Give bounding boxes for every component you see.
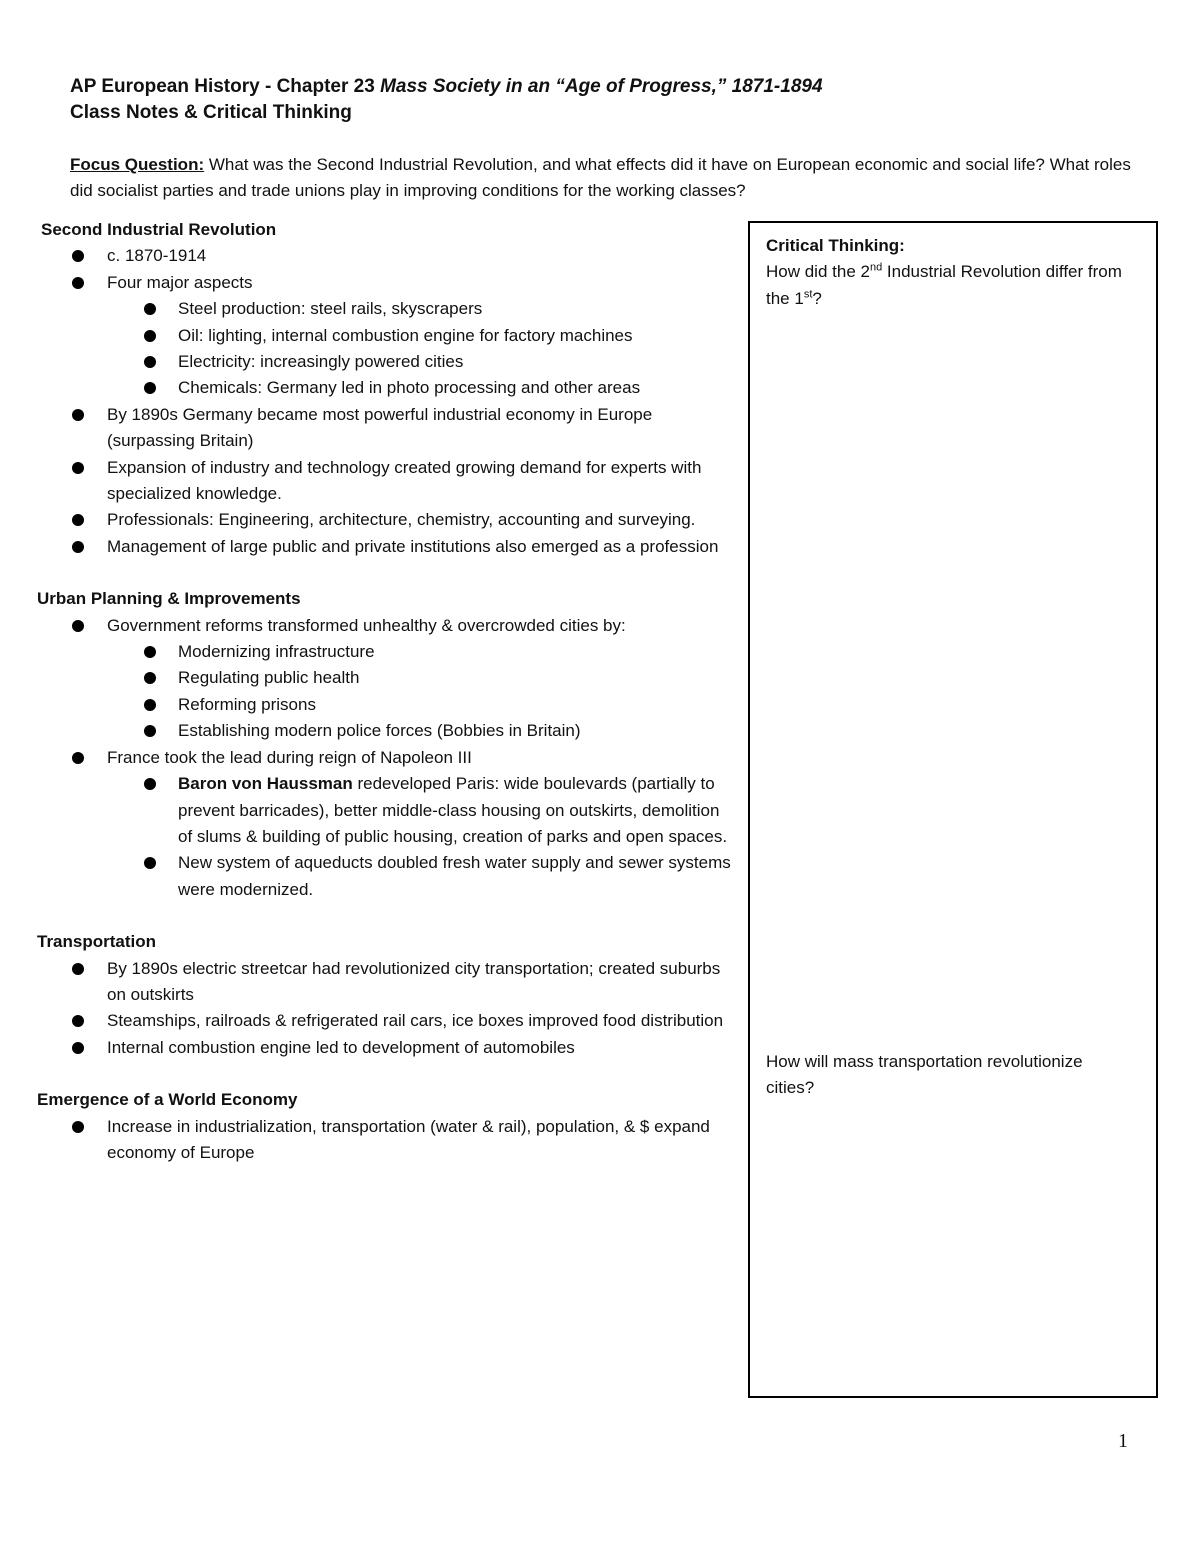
q1-superscript-st: st bbox=[803, 288, 813, 301]
sub-list-item bbox=[37, 323, 737, 349]
bullet-list bbox=[37, 956, 737, 1062]
focus-question-label: Focus Question: bbox=[70, 155, 205, 174]
page-subtitle: Class Notes & Critical Thinking bbox=[70, 102, 352, 123]
bullet-icon bbox=[72, 277, 84, 289]
bullet-icon bbox=[72, 620, 84, 632]
bullet-icon bbox=[144, 778, 156, 790]
sub-bullet-list bbox=[107, 771, 737, 903]
sub-list-item bbox=[37, 692, 737, 718]
list-item-text: Four major aspects bbox=[107, 272, 253, 292]
bullet-icon bbox=[144, 356, 156, 368]
list-item-text: Professionals: Engineering, architecture, chemistry, accounting and surveying. bbox=[107, 510, 696, 530]
list-item-text: Internal combustion engine led to development of automobiles bbox=[107, 1037, 575, 1057]
list-item-text: France took the lead during reign of Napoleon III bbox=[107, 747, 472, 767]
sub-list-item-text: Chemicals: Germany led in photo processing and other areas bbox=[178, 378, 641, 398]
bullet-icon bbox=[72, 1121, 84, 1133]
sub-list-item-text: Modernizing infrastructure bbox=[178, 642, 375, 662]
bullet-icon bbox=[144, 725, 156, 737]
critical-thinking-box bbox=[748, 221, 1158, 1398]
section-heading: Transportation bbox=[37, 932, 157, 952]
list-item bbox=[37, 455, 737, 508]
list-item-text: Increase in industrialization, transportation (water & rail), population, & $ expand economy of Europe bbox=[107, 1116, 710, 1162]
bullet-icon bbox=[72, 541, 84, 553]
sub-list-item-text: Electricity: increasingly powered cities bbox=[178, 352, 464, 372]
bullet-icon bbox=[144, 672, 156, 684]
sub-list-item-text: Steel production: steel rails, skyscrapers bbox=[178, 299, 483, 319]
list-item bbox=[37, 507, 737, 533]
page-title bbox=[70, 74, 1150, 100]
sub-list-item-text: redeveloped Paris: wide boulevards (partially to prevent barricades), better middle-class housing on outskirts, demolition of slums & building of public housing, creation of parks and open spaces. bbox=[178, 774, 728, 846]
sub-list-item bbox=[37, 296, 737, 322]
list-item bbox=[37, 956, 737, 1009]
list-item bbox=[37, 270, 737, 402]
bullet-icon bbox=[144, 330, 156, 342]
sub-list-item bbox=[37, 850, 737, 903]
sub-list-item-text: New system of aqueducts doubled fresh water supply and sewer systems were modernized. bbox=[178, 853, 731, 899]
sub-list-item bbox=[37, 718, 737, 744]
q1-part-a: How did the 2 bbox=[766, 262, 870, 282]
sub-list-item-text: Establishing modern police forces (Bobbies in Britain) bbox=[178, 721, 581, 741]
bullet-icon bbox=[72, 462, 84, 474]
section-urban-planning bbox=[37, 586, 737, 903]
section-heading: Urban Planning & Improvements bbox=[37, 589, 301, 609]
list-item bbox=[37, 745, 737, 903]
bullet-icon bbox=[144, 646, 156, 658]
bullet-icon bbox=[72, 1042, 84, 1054]
page-header bbox=[70, 74, 1150, 204]
list-item-text: c. 1870-1914 bbox=[107, 246, 207, 266]
section-world-economy bbox=[37, 1087, 737, 1166]
bullet-icon bbox=[72, 1015, 84, 1027]
sub-list-item-text: Regulating public health bbox=[178, 668, 360, 688]
focus-question-text: What was the Second Industrial Revolution, and what effects did it have on European economic and social life? What roles did socialist parties and trade unions play in improving conditions for the working classes? bbox=[70, 155, 1131, 200]
q1-part-b: Industrial Revolution differ from the 1 bbox=[766, 262, 1122, 308]
sub-list-item bbox=[37, 771, 737, 850]
list-item bbox=[37, 1114, 737, 1167]
bullet-icon bbox=[144, 857, 156, 869]
list-item bbox=[37, 243, 737, 269]
bullet-icon bbox=[144, 382, 156, 394]
sub-bullet-list bbox=[107, 639, 737, 745]
list-item-text: By 1890s Germany became most powerful industrial economy in Europe (surpassing Britain) bbox=[107, 404, 653, 451]
critical-thinking-question-1 bbox=[766, 233, 1126, 312]
q1-part-c: ? bbox=[812, 288, 822, 308]
bullet-icon bbox=[72, 963, 84, 975]
section-transportation bbox=[37, 929, 737, 1061]
list-item bbox=[37, 1035, 737, 1061]
bullet-icon bbox=[72, 409, 84, 421]
focus-question bbox=[70, 152, 1150, 204]
bullet-icon bbox=[72, 250, 84, 262]
bullet-list bbox=[37, 1114, 737, 1167]
notes-column bbox=[37, 217, 737, 1192]
list-item bbox=[37, 534, 737, 560]
bullet-list bbox=[37, 243, 737, 560]
sub-list-item bbox=[37, 375, 737, 401]
sub-list-item-bold: Baron von Haussman bbox=[178, 774, 353, 794]
bullet-icon bbox=[72, 752, 84, 764]
critical-thinking-q1-text bbox=[766, 259, 1126, 312]
bullet-icon bbox=[144, 699, 156, 711]
q1-superscript-nd: nd bbox=[869, 261, 883, 274]
list-item bbox=[37, 1008, 737, 1034]
list-item-text: Government reforms transformed unhealthy & overcrowded cities by: bbox=[107, 615, 626, 635]
sub-list-item bbox=[37, 665, 737, 691]
critical-thinking-question-2: How will mass transportation revolutionize cities? bbox=[766, 1052, 1083, 1098]
bullet-icon bbox=[72, 514, 84, 526]
list-item-text: Steamships, railroads & refrigerated rail cars, ice boxes improved food distribution bbox=[107, 1011, 724, 1031]
page-number: 1 bbox=[1118, 1430, 1128, 1452]
list-item-text: By 1890s electric streetcar had revolutionized city transportation; created suburbs on outskirts bbox=[107, 958, 721, 1004]
sub-list-item bbox=[37, 349, 737, 375]
list-item bbox=[37, 402, 737, 455]
list-item-text: Management of large public and private institutions also emerged as a profession bbox=[107, 536, 719, 556]
bullet-list bbox=[37, 613, 737, 903]
list-item bbox=[37, 613, 737, 745]
sub-bullet-list bbox=[107, 296, 737, 402]
section-heading: Second Industrial Revolution bbox=[41, 220, 277, 239]
sub-list-item-text: Oil: lighting, internal combustion engine for factory machines bbox=[178, 325, 633, 345]
title-prefix: AP European History - Chapter 23 bbox=[70, 76, 381, 97]
sub-list-item bbox=[37, 639, 737, 665]
critical-thinking-title: Critical Thinking: bbox=[766, 236, 905, 255]
title-italic: Mass Society in an “Age of Progress,” 1871-1894 bbox=[380, 76, 823, 97]
list-item-text: Expansion of industry and technology created growing demand for experts with specialized knowledge. bbox=[107, 457, 702, 504]
sub-list-item-text: Reforming prisons bbox=[178, 694, 316, 714]
section-second-industrial-revolution bbox=[37, 217, 737, 560]
section-heading: Emergence of a World Economy bbox=[37, 1090, 298, 1110]
bullet-icon bbox=[144, 303, 156, 315]
